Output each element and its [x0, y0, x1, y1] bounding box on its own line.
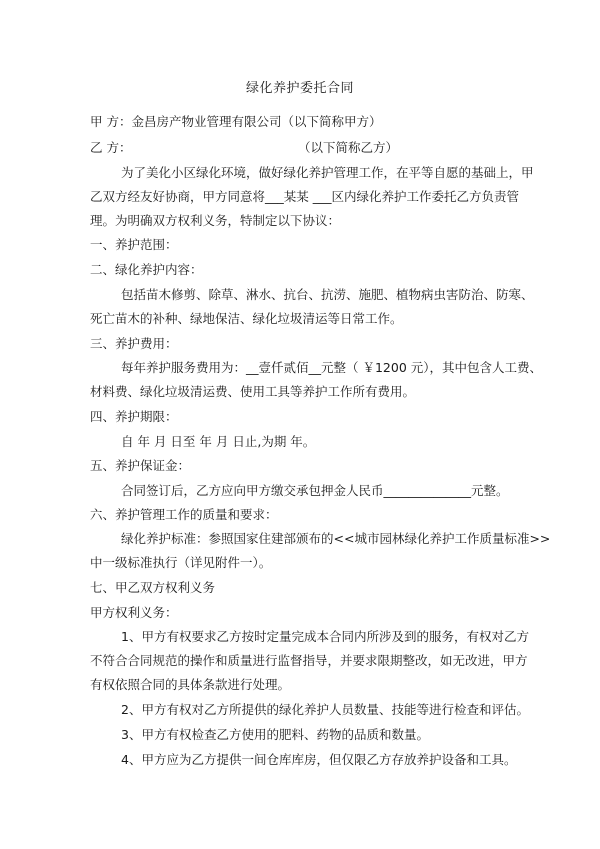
paragraph-line: 为了美化小区绿化环境，做好绿化养护管理工作，在平等自愿的基础上，甲 — [121, 165, 534, 180]
paragraph-line: 1、甲方有权要求乙方按时定量完成本合同内所涉及到的服务，有权对乙方 — [121, 629, 529, 644]
paragraph-line: 4、甲方应为乙方提供一间仓库库房，但仅限乙方存放养护设备和工具。 — [121, 752, 517, 767]
section-heading: 二、绿化养护内容： — [90, 262, 203, 277]
party-b-label: 乙 方： — [90, 140, 132, 155]
paragraph-line: 每年养护服务费用为：__壹仟贰佰__元整（ ￥1200 元），其中包含人工费、 — [121, 360, 543, 375]
paragraph-line: 乙双方经友好协商，甲方同意将___某某 ___区内绿化养护工作委托乙方负责管 — [90, 189, 519, 204]
paragraph-line: 理。为明确双方权利义务，特制定以下协议： — [90, 213, 341, 228]
paragraph-line: 包括苗木修剪、除草、淋水、抗台、抗涝、施肥、植物病虫害防治、防寒、 — [121, 287, 534, 302]
party-b-alias: （以下简称乙方） — [298, 140, 399, 155]
paragraph-line: 绿化养护标准：参照国家住建部颁布的<<城市园林绿化养护工作质量标准>> — [121, 531, 551, 546]
section-heading: 五、养护保证金： — [90, 458, 191, 473]
paragraph-line: 材料费、绿化垃圾清运费、使用工具等养护工作所有费用。 — [90, 384, 416, 399]
paragraph-line: 3、甲方有权检查乙方使用的肥料、药物的品质和数量。 — [121, 727, 429, 742]
party-a-line: 甲 方：金昌房产物业管理有限公司（以下简称甲方） — [90, 114, 382, 129]
paragraph-line: 死亡苗木的补种、绿地保洁、绿化垃圾清运等日常工作。 — [90, 311, 403, 326]
paragraph-line: 中一级标准执行（详见附件一）。 — [90, 555, 272, 570]
paragraph-line: 合同签订后，乙方应向甲方缴交承包押金人民币______________元整。 — [121, 483, 509, 498]
paragraph-line: 有权依照合同的具体条款进行处理。 — [90, 677, 291, 692]
paragraph-line: 不符合合同规范的操作和质量进行监督指导，并要求限期整改，如无改进，甲方 — [90, 653, 528, 668]
section-heading: 一、养护范围： — [90, 237, 178, 252]
section-heading: 七、甲乙双方权利义务 — [90, 580, 216, 595]
paragraph-line: 2、甲方有权对乙方所提供的绿化养护人员数量、技能等进行检查和评估。 — [121, 702, 529, 717]
section-heading: 六、养护管理工作的质量和要求： — [90, 507, 278, 522]
section-heading: 四、养护期限： — [90, 409, 178, 424]
document-title: 绿化养护委托合同 — [245, 81, 354, 96]
paragraph-line: 自 年 月 日至 年 月 日止,为期 年。 — [121, 434, 316, 449]
subsection-heading: 甲方权利义务： — [90, 605, 178, 620]
section-heading: 三、养护费用： — [90, 336, 178, 351]
